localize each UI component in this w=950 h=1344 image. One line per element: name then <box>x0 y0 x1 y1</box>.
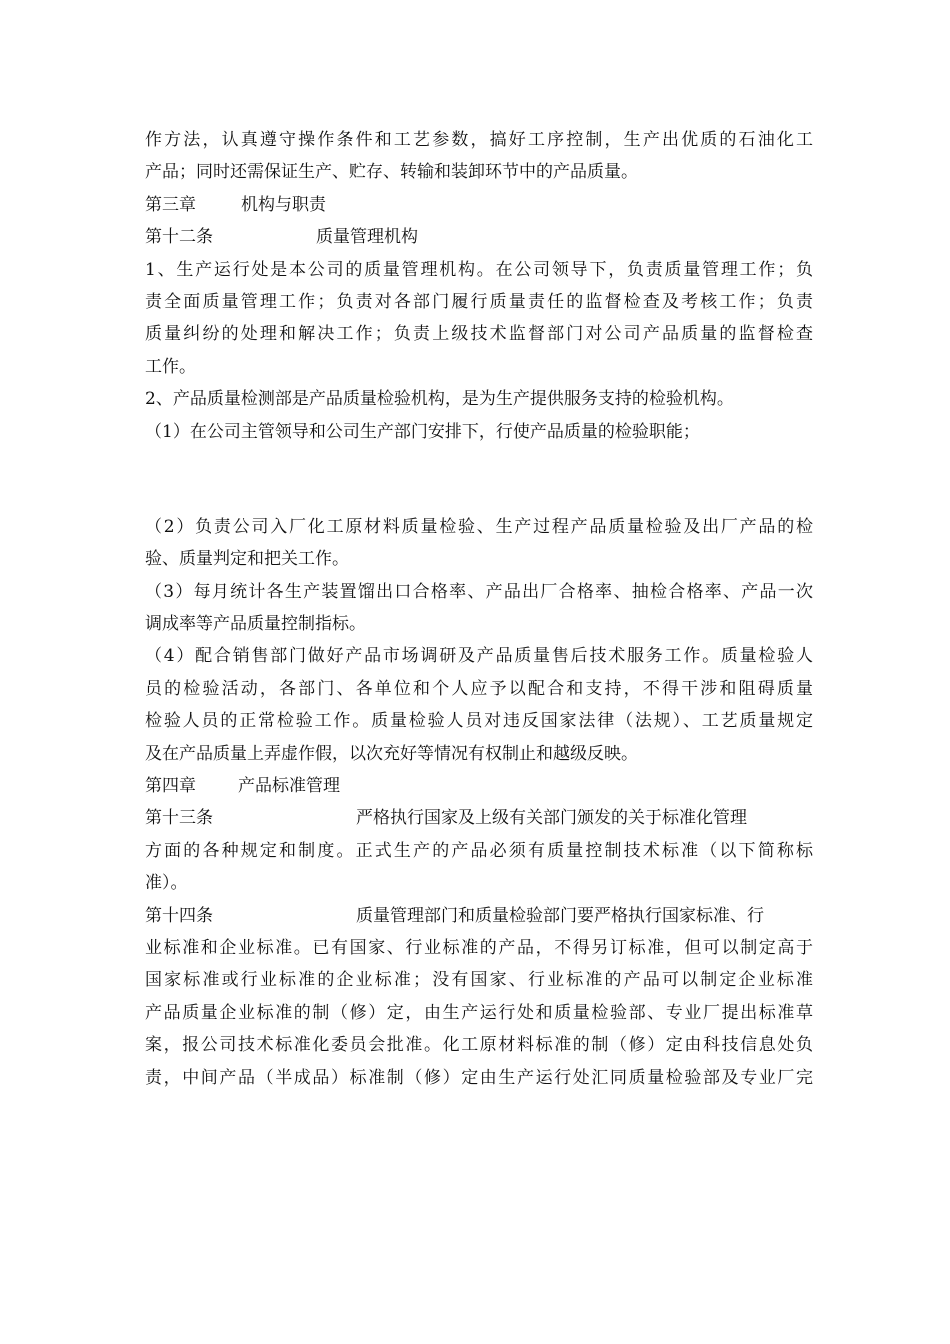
article-label: 第十二条 <box>145 227 213 248</box>
article-label: 第十三条 <box>145 808 213 829</box>
paragraph-line: 案，报公司技术标准化委员会批准。化工原材料标准的制（修）定由科技信息处负 <box>145 1035 813 1056</box>
article-heading <box>145 900 813 932</box>
document-page <box>145 124 813 1094</box>
chapter-heading <box>145 189 813 221</box>
paragraph-line: 调成率等产品质量控制指标。 <box>145 614 366 635</box>
paragraph-line: （4）配合销售部门做好产品市场调研及产品质量售后技术服务工作。质量检验人 <box>145 646 813 667</box>
blank-space <box>145 448 813 511</box>
article-label: 第十四条 <box>145 905 213 926</box>
paragraph-line: 检验人员的正常检验工作。质量检验人员对违反国家法律（法规）、工艺质量规定 <box>145 711 813 732</box>
paragraph-line: 2、产品质量检测部是产品质量检验机构，是为生产提供服务支持的检验机构。 <box>145 389 734 410</box>
article-heading <box>145 802 813 834</box>
paragraph-line: 业标准和企业标准。已有国家、行业标准的产品，不得另订标准，但可以制定高于 <box>145 937 813 958</box>
paragraph-line: 员的检验活动，各部门、各单位和个人应予以配合和支持，不得干涉和阻碍质量 <box>145 678 813 699</box>
paragraph-line: 作方法，认真遵守操作条件和工艺参数，搞好工序控制，生产出优质的石油化工 <box>145 130 813 150</box>
paragraph-line: 质量纠纷的处理和解决工作；负责上级技术监督部门对公司产品质量的监督检查 <box>145 324 813 345</box>
article-title: 质量管理机构 <box>316 227 418 248</box>
chapter-label: 第三章 <box>145 194 196 215</box>
paragraph-line: 产品；同时还需保证生产、贮存、转输和装卸环节中的产品质量。 <box>145 162 638 183</box>
paragraph-line: 准）。 <box>145 873 188 894</box>
paragraph-line: 责全面质量管理工作；负责对各部门履行质量责任的监督检查及考核工作；负责 <box>145 291 813 312</box>
article-first-line: 严格执行国家及上级有关部门颁发的关于标准化管理 <box>356 808 747 829</box>
paragraph-line: 方面的各种规定和制度。正式生产的产品必须有质量控制技术标准（以下简称标 <box>145 840 813 861</box>
chapter-label: 第四章 <box>145 776 196 797</box>
chapter-title: 产品标准管理 <box>238 776 340 797</box>
paragraph-line: 国家标准或行业标准的企业标准；没有国家、行业标准的产品可以制定企业标准 <box>145 970 813 991</box>
chapter-heading <box>145 770 813 802</box>
paragraph-line: 验、质量判定和把关工作。 <box>145 549 349 570</box>
article-first-line: 质量管理部门和质量检验部门要严格执行国家标准、行 <box>356 905 764 926</box>
paragraph-line: 责，中间产品（半成品）标准制（修）定由生产运行处汇同质量检验部及专业厂完 <box>145 1067 813 1088</box>
paragraph-line: 产品质量企业标准的制（修）定，由生产运行处和质量检验部、专业厂提出标准草 <box>145 1002 813 1023</box>
chapter-title: 机构与职责 <box>241 194 326 215</box>
article-heading <box>145 221 813 253</box>
paragraph-line: 1、生产运行处是本公司的质量管理机构。在公司领导下，负责质量管理工作；负 <box>145 259 813 280</box>
paragraph-line: 及在产品质量上弄虚作假，以次充好等情况有权制止和越级反映。 <box>145 743 638 764</box>
paragraph-line: （2）负责公司入厂化工原材料质量检验、生产过程产品质量检验及出厂产品的检 <box>145 516 813 537</box>
paragraph-line: （3）每月统计各生产装置馏出口合格率、产品出厂合格率、抽检合格率、产品一次 <box>145 581 813 602</box>
paragraph-line: 工作。 <box>145 356 196 377</box>
paragraph-line: （1）在公司主管领导和公司生产部门安排下，行使产品质量的检验职能； <box>145 421 700 442</box>
